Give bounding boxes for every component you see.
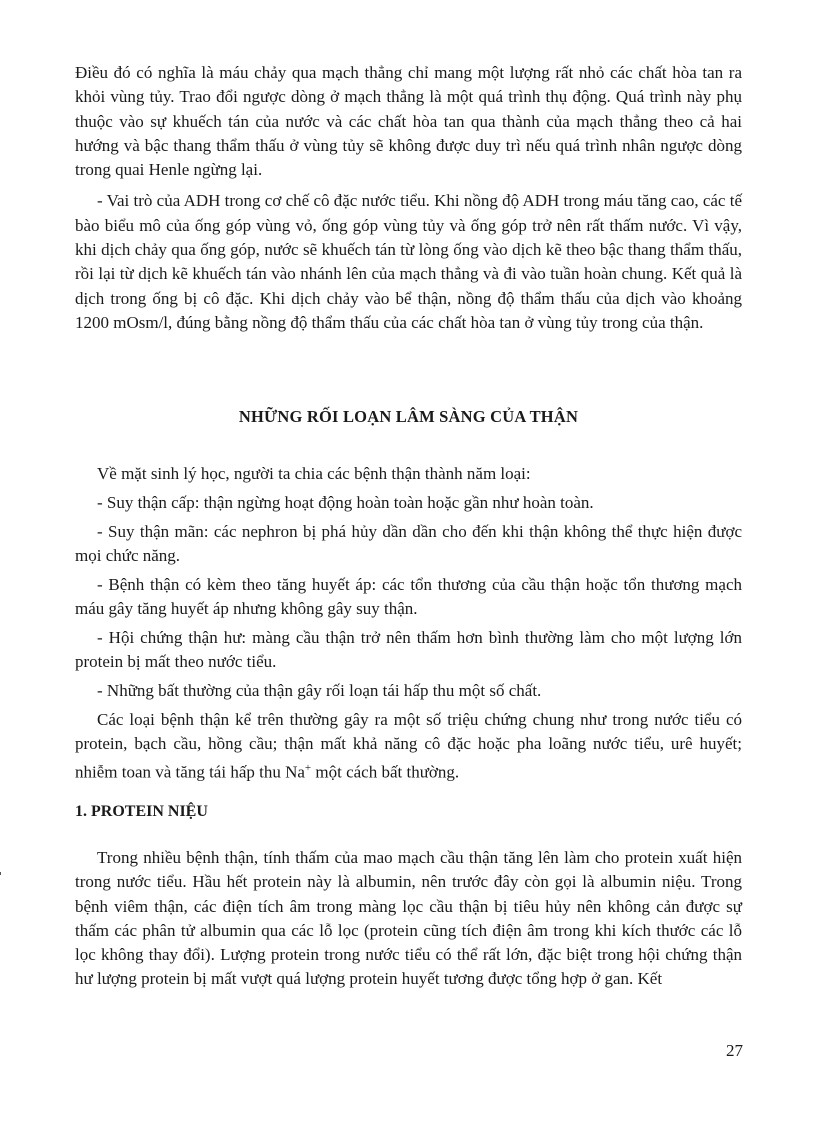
paragraph-proteinuria: Trong nhiều bệnh thận, tính thấm của mao mạch cầu thận tăng lên làm cho protein xuất hiện trong nước tiểu. Hầu hết protein này là albumin, nên trước đây còn gọi là albumin niệu. Trong bệnh viêm thận, các điện tích âm trong màng lọc cầu thận bị tiêu hủy nên không cản được sự thấm các phân tử albumin qua các lỗ lọc (protein cũng tích điện âm trong khi kích thước các lỗ lọc không thay đổi). Lượng protein trong nước tiểu có thể rất lớn, đặc biệt trong hội chứng thận hư lượng protein bị mất vượt quá lượng protein huyết tương được tổng hợp ở gan. Kết — [75, 848, 742, 989]
list-item: - Suy thận cấp: thận ngừng hoạt động hoàn toàn hoặc gần như hoàn toàn. — [97, 492, 594, 512]
intro-text-block — [75, 61, 742, 335]
sodium-charge: + — [304, 762, 312, 775]
proteinuria-block — [75, 846, 742, 992]
kidney-disease-list — [75, 462, 742, 785]
symptoms-summary — [75, 708, 742, 786]
margin-mark — [0, 872, 1, 875]
page-number: 27 — [726, 1041, 743, 1060]
list-intro: Về mặt sinh lý học, người ta chia các bệnh thận thành năm loại: — [97, 464, 531, 483]
paragraph-vasa-recta: Điều đó có nghĩa là máu chảy qua mạch thẳng chỉ mang một lượng rất nhỏ các chất hòa tan ra khỏi vùng tủy. Trao đổi ngược dòng ở mạch thẳng là một quá trình thụ động. Quá trình này phụ thuộc vào sự khuếch tán của nước và các chất hòa tan qua thành của mạch thẳng theo cả hai hướng và bậc thang thẩm thấu ở vùng tủy sẽ không được duy trì nếu quá trình nhân ngược dòng trong quai Henle ngừng lại. — [75, 63, 742, 180]
list-item: - Bệnh thận có kèm theo tăng huyết áp: các tổn thương của cầu thận hoặc tổn thương mạch máu gây tăng huyết áp nhưng không gây suy thận. — [75, 574, 742, 618]
summary-text: Các loại bệnh thận kể trên thường gây ra một số triệu chứng chung như trong nước tiểu có protein, bạch cầu, hồng cầu; thận mất khả năng cô đặc hoặc pha loãng nước tiểu, urê huyết; nhiễm toan và tăng tái hấp thu Na — [75, 709, 742, 782]
list-item: - Những bất thường của thận gây rối loạn tái hấp thu một số chất. — [97, 680, 542, 700]
paragraph-adh-role: - Vai trò của ADH trong cơ chế cô đặc nước tiểu. Khi nồng độ ADH trong máu tăng cao, các tế bào biểu mô của ống góp vùng vỏ, ống góp vùng tủy và ống góp trở nên rất thấm nước. Vì vậy, khi dịch chảy qua ống góp, nước sẽ khuếch tán từ lòng ống vào dịch kẽ theo bậc thang thẩm thấu, rồi lại từ dịch kẽ khuếch tán vào nhánh lên của mạch thẳng và đi vào tuần hoàn chung. Kết quả là dịch trong ống bị cô đặc. Khi dịch chảy vào bể thận, nồng độ thẩm thấu của dịch vào khoảng 1200 mOsm/l, đúng bằng nồng độ thẩm thấu của các chất hòa tan ở vùng tủy trong của thận. — [75, 191, 742, 332]
subsection-title: 1. PROTEIN NIỆU — [75, 803, 208, 820]
list-item: - Suy thận mãn: các nephron bị phá hủy dần dần cho đến khi thận không thể thực hiện được mọi chức năng. — [75, 521, 742, 565]
summary-text-end: một cách bất thường. — [311, 762, 460, 782]
list-item: - Hội chứng thận hư: màng cầu thận trở nên thấm hơn bình thường làm cho một lượng lớn protein bị mất theo nước tiểu. — [75, 627, 742, 672]
section-title: NHỮNG RỐI LOẠN LÂM SÀNG CỦA THẬN — [238, 407, 579, 426]
